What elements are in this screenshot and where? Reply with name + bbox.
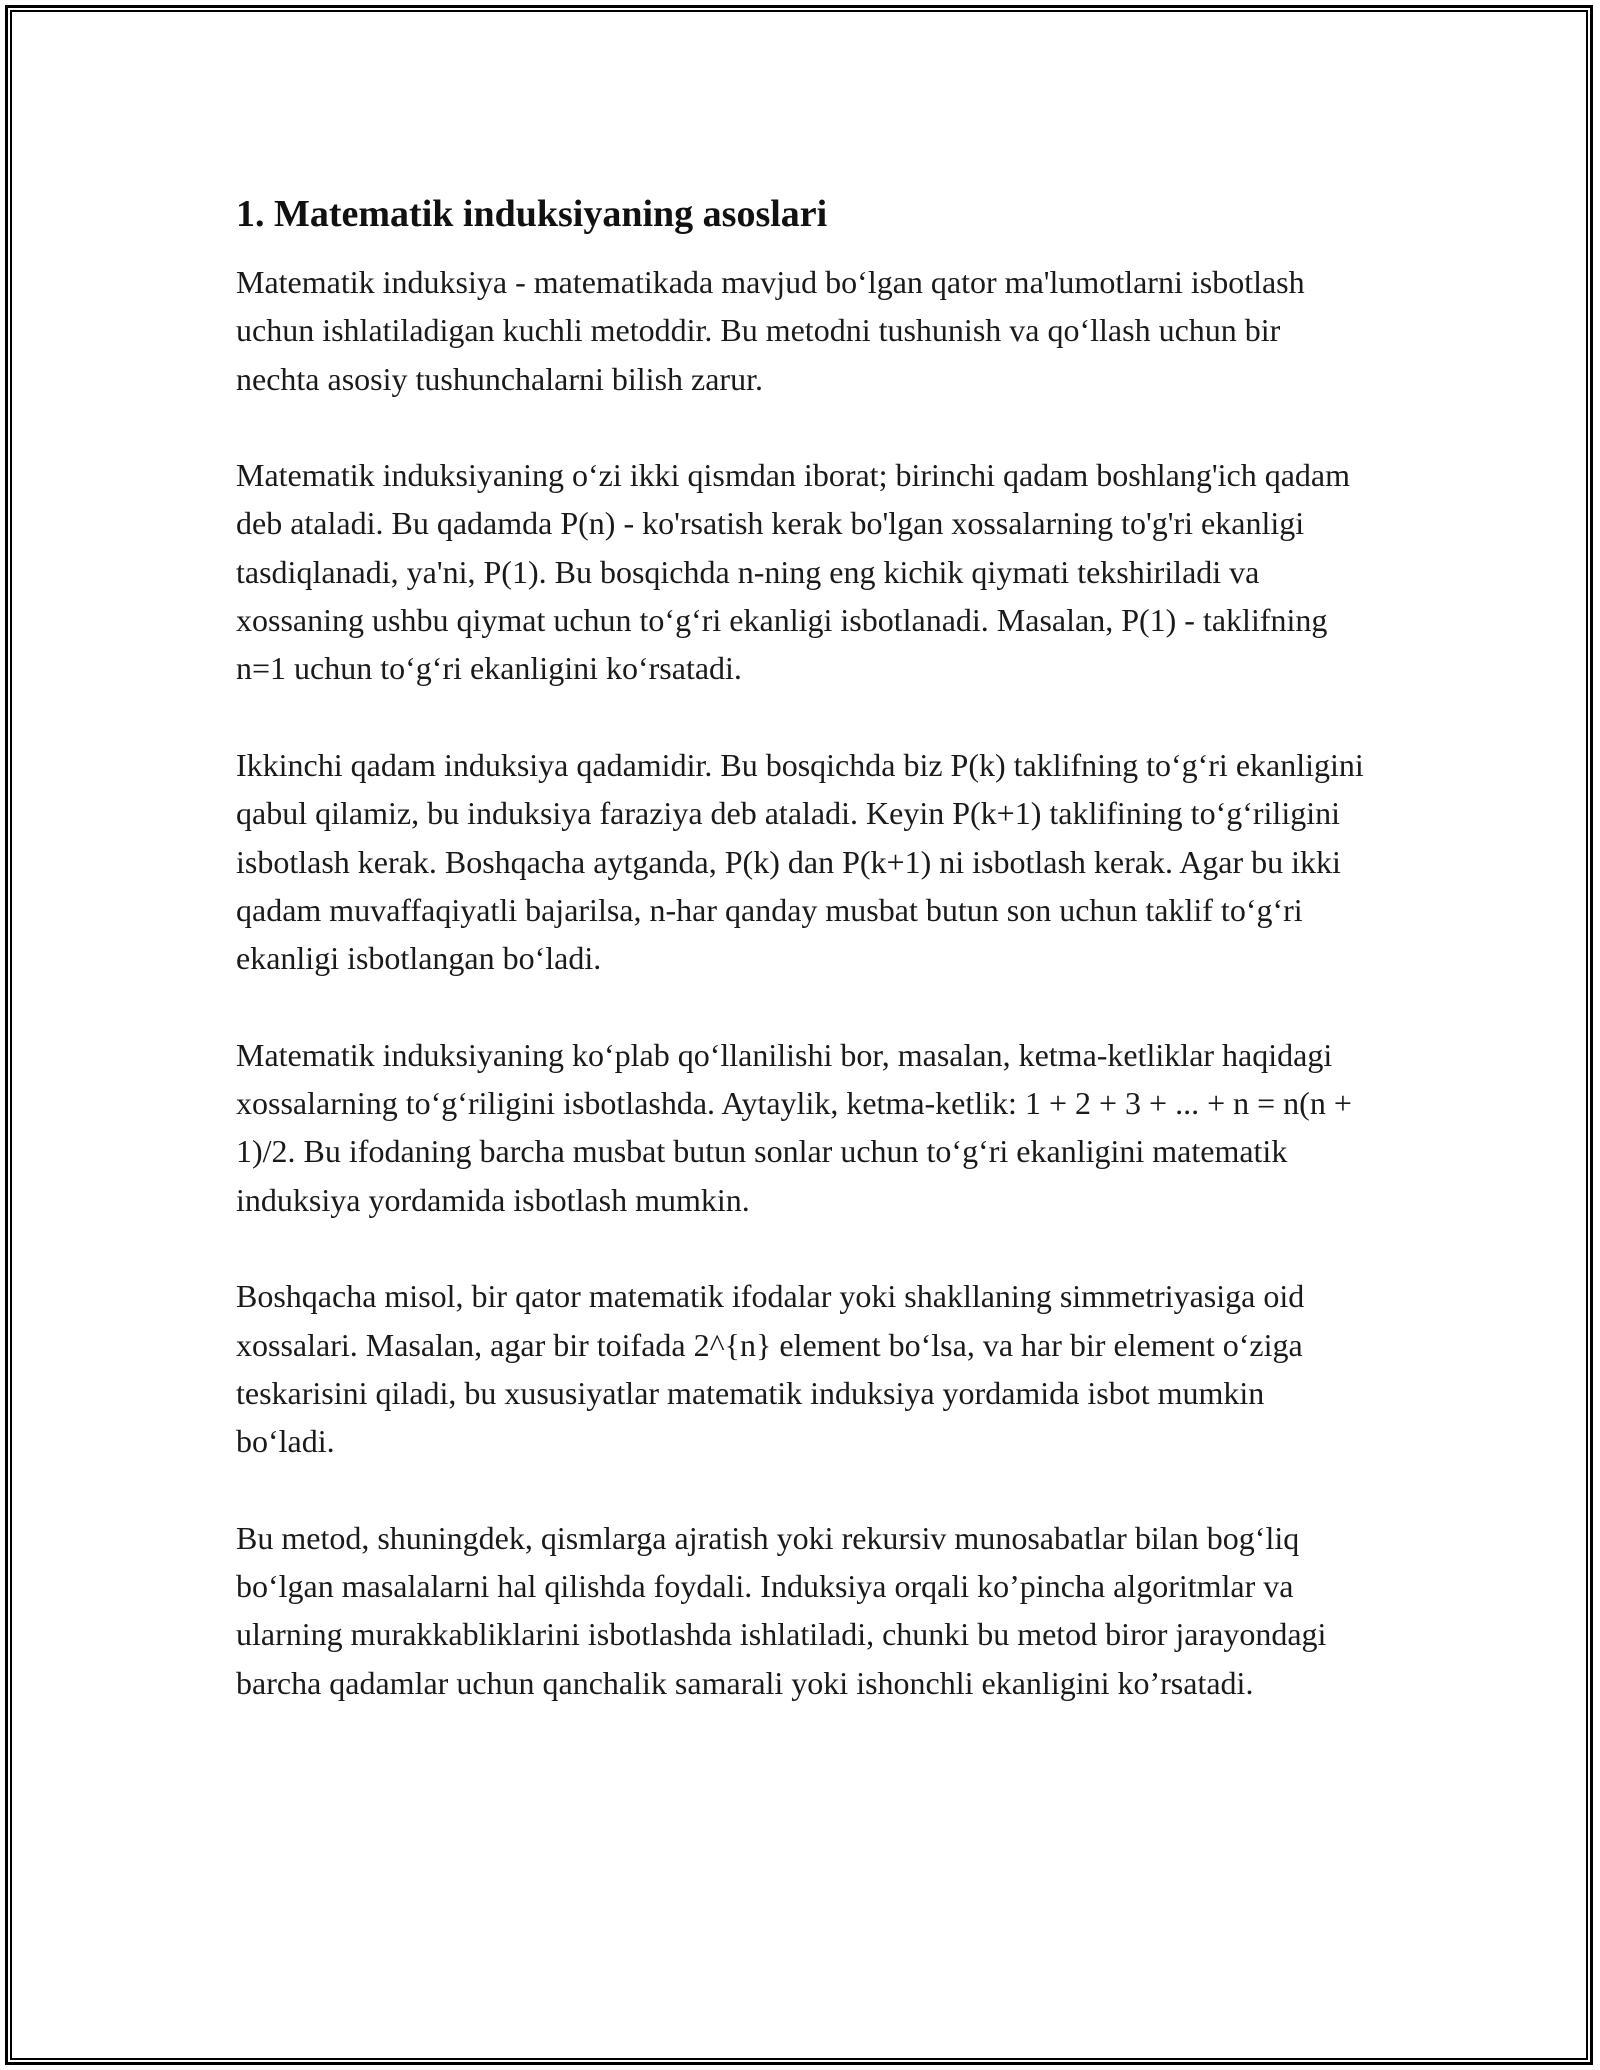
document-body [236,184,1366,1755]
paragraph-base-step: Matematik induksiyaning o‘zi ikki qismdan iborat; birinchi qadam boshlang'ich qadam deb ataladi. Bu qadamda P(n) - ko'rsatish kerak bo'lgan xossalarning to'g'ri ekanligi tasdiqlanadi, ya'ni, P(1). Bu bosqichda n-ning eng kichik qiymati tekshiriladi va xossaning ushbu qiymat uchun to‘g‘ri ekanligi isbotlanadi. Masalan, P(1) - taklifning n=1 uchun to‘g‘ri ekanligini ko‘rsatadi. [236,457,1350,687]
paragraph-sequence-example: Matematik induksiyaning ko‘plab qo‘llanilishi bor, masalan, ketma-ketliklar haqidagi xossalarning to‘g‘riligini isbotlashda. Aytaylik, ketma-ketlik: 1 + 2 + 3 + ... + n = n(n + 1)/2. Bu ifodaning barcha musbat butun sonlar uchun to‘g‘ri ekanligini matematik induksiya yordamida isbotlash mumkin. [236,1036,1352,1218]
paragraph-symmetry-example: Boshqacha misol, bir qator matematik ifodalar yoki shakllaning simmetriyasiga oid xossalari. Masalan, agar bir toifada 2^{n} element bo‘lsa, va har bir element o‘ziga teskarisini qiladi, bu xususiyatlar matematik induksiya yordamida isbot mumkin bo‘ladi. [236,1278,1305,1460]
paragraph-induction-step: Ikkinchi qadam induksiya qadamidir. Bu bosqichda biz P(k) taklifning to‘g‘ri ekanligini qabul qilamiz, bu induksiya faraziya deb ataladi. Keyin P(k+1) taklifining to‘g‘riligini isbotlash kerak. Boshqacha aytganda, P(k) dan P(k+1) ni isbotlash kerak. Agar bu ikki qadam muvaffaqiyatli bajarilsa, n-har qanday musbat butun son uchun taklif to‘g‘ri ekanligi isbotlangan bo‘ladi. [236,746,1364,977]
section-heading: 1. Matematik induksiyaning asoslari [236,193,828,235]
paragraph-intro: Matematik induksiya - matematikada mavjud bo‘lgan qator ma'lumotlarni isbotlash uchun ishlatiladigan kuchli metoddir. Bu metodni tushunish va qo‘llash uchun bir nechta asosiy tushunchalarni bilish zarur. [236,264,1305,397]
paragraph-applications: Bu metod, shuningdek, qismlarga ajratish yoki rekursiv munosabatlar bilan bog‘liq bo‘lgan masalalarni hal qilishda foydali. Induksiya orqali ko’pincha algoritmlar va ularning murakkabliklarini isbotlashda ishlatiladi, chunki bu metod biror jarayondagi barcha qadamlar uchun qanchalik samarali yoki ishonchli ekanligini ko’rsatadi. [236,1519,1327,1701]
